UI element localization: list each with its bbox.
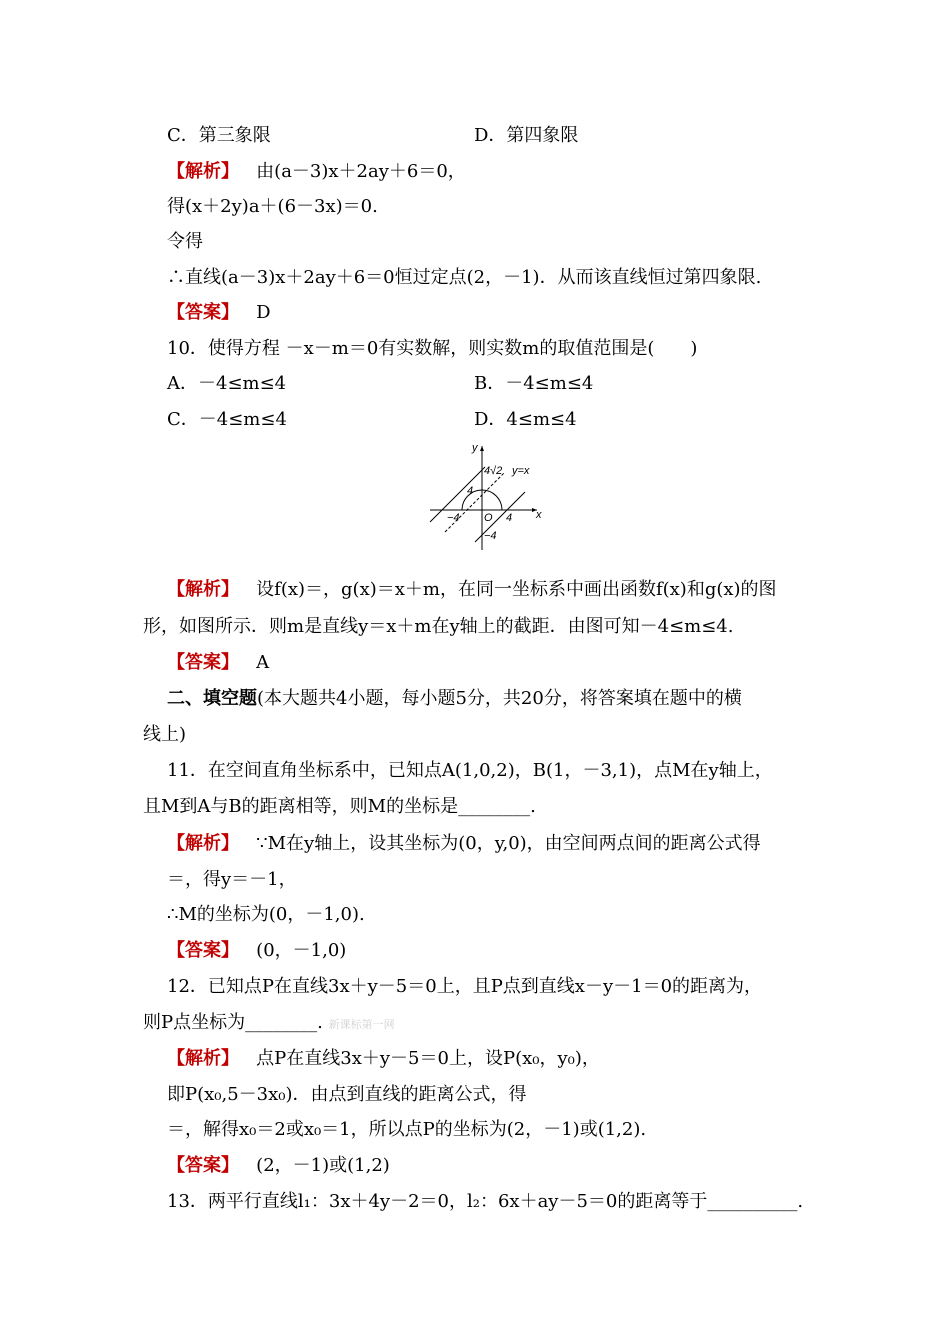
- answer-text: (2，－1)或(1,2): [256, 1155, 390, 1176]
- q13-stem: 13．两平行直线l₁：3x＋4y－2＝0，l₂：6x＋ay－5＝0的距离等于__________.: [167, 1191, 804, 1212]
- q9-analysis-line4: ∴直线(a－3)x＋2ay＋6＝0恒过定点(2，－1)．从而该直线恒过第四象限.: [167, 267, 762, 288]
- q10-answer-line: [167, 652, 269, 674]
- analysis-tag: 【解析】: [167, 579, 239, 600]
- section2-title: 二、填空题: [167, 688, 257, 709]
- q9-option-c: C．第三象限: [167, 125, 271, 146]
- label-y-eq-x: y=x: [512, 465, 530, 477]
- q11-stem-line1: 11．在空间直角坐标系中，已知点A(1,0,2)，B(1，－3,1)，点M在y轴上，: [167, 760, 773, 781]
- q9-analysis-line3: 令得: [167, 231, 203, 252]
- q9-option-d: D．第四象限: [474, 125, 579, 146]
- q10-analysis-line1: [167, 579, 777, 601]
- analysis-text: 点P在直线3x＋y－5＝0上，设P(x₀，y₀)，: [256, 1048, 600, 1069]
- q9-analysis-line1: [167, 161, 466, 183]
- analysis-tag: 【解析】: [167, 1048, 239, 1069]
- q9-answer-line: [167, 302, 271, 324]
- q10-analysis-line2: 形，如图所示．则m是直线y＝x＋m在y轴上的截距．由图可知－4≤m≤4.: [143, 616, 734, 637]
- y-axis-arrow-icon: [480, 446, 484, 451]
- analysis-tag: 【解析】: [167, 833, 239, 854]
- answer-text: A: [256, 652, 270, 673]
- answer-text: D: [256, 302, 271, 323]
- q12-analysis-line3: ＝，解得x₀＝2或x₀＝1，所以点P的坐标为(2，－1)或(1,2).: [167, 1119, 647, 1140]
- q12-stem-line1: 12．已知点P在直线3x＋y－5＝0上，且P点到直线x－y－1＝0的距离为，: [167, 976, 763, 997]
- answer-tag: 【答案】: [167, 652, 239, 673]
- answer-tag: 【答案】: [167, 302, 239, 323]
- label-x-axis: x: [536, 509, 542, 521]
- q12-stem-text: 则P点坐标为________.: [143, 1012, 323, 1033]
- watermark: 新课标第一网: [328, 1018, 395, 1031]
- q12-analysis-line2: 即P(x₀,5－3x₀)．由点到直线的距离公式，得: [167, 1084, 527, 1105]
- analysis-tag: 【解析】: [167, 161, 239, 182]
- label-neg4-x: −4: [447, 512, 460, 524]
- q10-option-a: A．－4≤m≤4: [167, 373, 287, 394]
- answer-tag: 【答案】: [167, 940, 239, 961]
- answer-text: (0，－1,0): [256, 940, 347, 961]
- q10-option-c: C．－4≤m≤4: [167, 409, 287, 430]
- q11-analysis-line2: ＝，得y＝－1，: [167, 869, 297, 890]
- label-origin: O: [484, 512, 493, 524]
- label-4-left: 4: [467, 485, 474, 497]
- label-4root2: 4√2: [484, 465, 503, 477]
- q10-graph: [425, 440, 545, 552]
- q10-stem: 10．使得方程 －x－m＝0有实数解，则实数m的取值范围是( ): [167, 338, 698, 359]
- q12-stem-line2: [143, 1012, 395, 1036]
- q11-stem-line2: 且M到A与B的距离相等，则M的坐标是________.: [143, 796, 536, 817]
- analysis-text: 设f(x)＝，g(x)＝x＋m，在同一坐标系中画出函数f(x)和g(x)的图: [256, 579, 777, 600]
- analysis-text: ∵M在y轴上，设其坐标为(0，y,0)，由空间两点间的距离公式得: [256, 833, 761, 854]
- q12-answer-line: [167, 1155, 390, 1177]
- q11-analysis-line1: [167, 833, 761, 855]
- label-neg4-y: −4: [484, 530, 497, 542]
- q11-answer-line: [167, 940, 346, 962]
- section2-desc: (本大题共4小题，每小题5分，共20分，将答案填在题中的横: [257, 688, 742, 709]
- q9-analysis-line2: 得(x＋2y)a＋(6－3x)＝0.: [167, 196, 378, 217]
- label-y-axis: y: [472, 442, 478, 454]
- q11-analysis-line3: ∴M的坐标为(0，－1,0).: [167, 904, 365, 925]
- q10-option-b: B．－4≤m≤4: [474, 373, 594, 394]
- label-4-x: 4: [506, 512, 513, 524]
- section2-heading: [167, 688, 742, 710]
- answer-tag: 【答案】: [167, 1155, 239, 1176]
- q12-analysis-line1: [167, 1048, 600, 1070]
- section2-desc-line2: 线上): [143, 724, 187, 745]
- q10-option-d: D．4≤m≤4: [474, 409, 577, 430]
- analysis-text: 由(a－3)x＋2ay＋6＝0，: [256, 161, 466, 182]
